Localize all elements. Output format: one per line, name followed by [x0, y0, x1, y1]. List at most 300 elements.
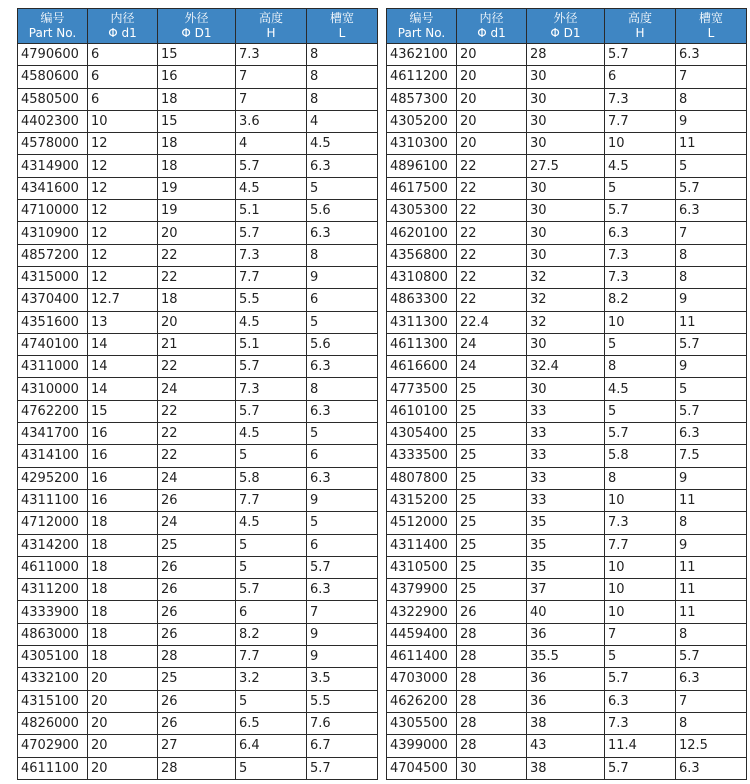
cell-part-no: 4512000 [387, 512, 457, 534]
cell-inner-diameter: 15 [88, 400, 158, 422]
header-outer-diameter: 外径 Φ D1 [158, 9, 236, 44]
table-row [18, 333, 378, 355]
cell-height: 5.7 [605, 44, 676, 66]
cell-part-no: 4356800 [387, 244, 457, 266]
cell-groove-width: 8 [676, 512, 747, 534]
cell-outer-diameter: 22 [158, 400, 236, 422]
cell-groove-width: 5.7 [676, 177, 747, 199]
cell-height: 7.7 [236, 489, 307, 511]
cell-part-no: 4333900 [18, 601, 88, 623]
cell-part-no: 4305300 [387, 200, 457, 222]
cell-height: 5.8 [605, 445, 676, 467]
cell-height: 7 [605, 623, 676, 645]
cell-part-no: 4580500 [18, 88, 88, 110]
cell-part-no: 4310300 [387, 133, 457, 155]
cell-inner-diameter: 22 [457, 266, 527, 288]
cell-part-no: 4341700 [18, 423, 88, 445]
cell-inner-diameter: 14 [88, 378, 158, 400]
table-row [387, 356, 747, 378]
table-row [18, 110, 378, 132]
cell-inner-diameter: 25 [457, 378, 527, 400]
cell-groove-width: 5.7 [676, 400, 747, 422]
table-row [18, 467, 378, 489]
cell-height: 5.1 [236, 200, 307, 222]
cell-height: 7.3 [605, 244, 676, 266]
table-row [387, 333, 747, 355]
cell-inner-diameter: 25 [457, 556, 527, 578]
cell-outer-diameter: 30 [527, 133, 605, 155]
cell-inner-diameter: 22 [457, 244, 527, 266]
table-row [18, 88, 378, 110]
cell-outer-diameter: 33 [527, 467, 605, 489]
cell-groove-width: 6.3 [676, 668, 747, 690]
cell-outer-diameter: 22 [158, 423, 236, 445]
cell-groove-width: 11 [676, 579, 747, 601]
cell-outer-diameter: 26 [158, 556, 236, 578]
cell-height: 4 [236, 133, 307, 155]
table-row [18, 222, 378, 244]
cell-outer-diameter: 30 [527, 66, 605, 88]
table-row [387, 556, 747, 578]
cell-outer-diameter: 32 [527, 289, 605, 311]
cell-inner-diameter: 12 [88, 222, 158, 244]
table-row [387, 378, 747, 400]
cell-height: 4.5 [236, 311, 307, 333]
cell-inner-diameter: 12 [88, 177, 158, 199]
cell-part-no: 4305500 [387, 712, 457, 734]
cell-groove-width: 6.3 [307, 155, 378, 177]
cell-part-no: 4611300 [387, 333, 457, 355]
cell-inner-diameter: 25 [457, 400, 527, 422]
cell-groove-width: 4.5 [307, 133, 378, 155]
header-height: 高度 H [605, 9, 676, 44]
cell-inner-diameter: 16 [88, 445, 158, 467]
header-inner-diameter: 内径 Φ d1 [457, 9, 527, 44]
cell-outer-diameter: 18 [158, 155, 236, 177]
cell-outer-diameter: 20 [158, 222, 236, 244]
cell-height: 8.2 [605, 289, 676, 311]
table-row [387, 133, 747, 155]
header-groove-width: 槽宽 L [307, 9, 378, 44]
cell-height: 5 [236, 534, 307, 556]
cell-part-no: 4399000 [387, 735, 457, 757]
cell-outer-diameter: 18 [158, 133, 236, 155]
cell-groove-width: 7 [307, 601, 378, 623]
cell-height: 10 [605, 489, 676, 511]
cell-outer-diameter: 35.5 [527, 646, 605, 668]
cell-groove-width: 6 [307, 534, 378, 556]
cell-outer-diameter: 30 [527, 333, 605, 355]
cell-height: 5.1 [236, 333, 307, 355]
table-row [387, 155, 747, 177]
cell-part-no: 4710000 [18, 200, 88, 222]
cell-outer-diameter: 40 [527, 601, 605, 623]
cell-outer-diameter: 22 [158, 445, 236, 467]
cell-height: 5 [605, 177, 676, 199]
cell-part-no: 4305100 [18, 646, 88, 668]
cell-outer-diameter: 22 [158, 266, 236, 288]
cell-part-no: 4712000 [18, 512, 88, 534]
cell-height: 7 [236, 66, 307, 88]
cell-height: 4.5 [236, 512, 307, 534]
cell-inner-diameter: 25 [457, 423, 527, 445]
cell-groove-width: 5 [307, 311, 378, 333]
cell-part-no: 4617500 [387, 177, 457, 199]
table-row [387, 66, 747, 88]
cell-groove-width: 11 [676, 311, 747, 333]
cell-groove-width: 8 [307, 244, 378, 266]
cell-groove-width: 5.5 [307, 690, 378, 712]
table-row [18, 512, 378, 534]
table-row [387, 690, 747, 712]
cell-part-no: 4762200 [18, 400, 88, 422]
table-row [18, 244, 378, 266]
table-row [387, 601, 747, 623]
table-row [18, 646, 378, 668]
cell-outer-diameter: 28 [158, 757, 236, 779]
table-row [18, 757, 378, 779]
cell-part-no: 4616600 [387, 356, 457, 378]
cell-outer-diameter: 32 [527, 311, 605, 333]
cell-height: 6.3 [605, 222, 676, 244]
cell-outer-diameter: 21 [158, 333, 236, 355]
cell-inner-diameter: 14 [88, 333, 158, 355]
cell-inner-diameter: 18 [88, 623, 158, 645]
cell-inner-diameter: 18 [88, 534, 158, 556]
cell-outer-diameter: 32.4 [527, 356, 605, 378]
table-row [387, 623, 747, 645]
cell-outer-diameter: 26 [158, 623, 236, 645]
cell-groove-width: 12.5 [676, 735, 747, 757]
cell-part-no: 4580600 [18, 66, 88, 88]
cell-groove-width: 9 [307, 646, 378, 668]
cell-part-no: 4611400 [387, 646, 457, 668]
table-row [18, 266, 378, 288]
cell-outer-diameter: 30 [527, 88, 605, 110]
cell-groove-width: 5 [307, 177, 378, 199]
cell-height: 5.7 [605, 668, 676, 690]
cell-inner-diameter: 12 [88, 200, 158, 222]
table-row [18, 534, 378, 556]
cell-inner-diameter: 10 [88, 110, 158, 132]
cell-groove-width: 7 [676, 66, 747, 88]
cell-part-no: 4362100 [387, 44, 457, 66]
cell-outer-diameter: 15 [158, 110, 236, 132]
cell-part-no: 4863000 [18, 623, 88, 645]
cell-groove-width: 9 [676, 356, 747, 378]
table-row [18, 400, 378, 422]
cell-inner-diameter: 20 [88, 690, 158, 712]
table-row [387, 467, 747, 489]
cell-outer-diameter: 18 [158, 289, 236, 311]
cell-part-no: 4305200 [387, 110, 457, 132]
cell-inner-diameter: 22 [457, 155, 527, 177]
cell-part-no: 4740100 [18, 333, 88, 355]
table-row [18, 378, 378, 400]
cell-outer-diameter: 15 [158, 44, 236, 66]
cell-outer-diameter: 25 [158, 668, 236, 690]
cell-height: 6.4 [236, 735, 307, 757]
cell-inner-diameter: 18 [88, 601, 158, 623]
cell-inner-diameter: 20 [88, 757, 158, 779]
cell-outer-diameter: 26 [158, 601, 236, 623]
cell-inner-diameter: 6 [88, 88, 158, 110]
table-row [387, 88, 747, 110]
cell-height: 5 [236, 556, 307, 578]
table-row [18, 289, 378, 311]
cell-inner-diameter: 20 [88, 668, 158, 690]
cell-height: 8.2 [236, 623, 307, 645]
cell-inner-diameter: 25 [457, 467, 527, 489]
cell-inner-diameter: 28 [457, 623, 527, 645]
cell-part-no: 4310000 [18, 378, 88, 400]
cell-height: 5 [236, 690, 307, 712]
cell-part-no: 4620100 [387, 222, 457, 244]
cell-inner-diameter: 6 [88, 66, 158, 88]
cell-outer-diameter: 35 [527, 534, 605, 556]
table-row [387, 244, 747, 266]
cell-inner-diameter: 30 [457, 757, 527, 779]
cell-inner-diameter: 12 [88, 244, 158, 266]
table-row [18, 177, 378, 199]
cell-height: 11.4 [605, 735, 676, 757]
cell-height: 10 [605, 311, 676, 333]
cell-groove-width: 6.3 [676, 200, 747, 222]
cell-groove-width: 6.3 [307, 356, 378, 378]
cell-height: 7.3 [605, 712, 676, 734]
cell-part-no: 4379900 [387, 579, 457, 601]
cell-height: 6.3 [605, 690, 676, 712]
cell-part-no: 4315100 [18, 690, 88, 712]
cell-part-no: 4863300 [387, 289, 457, 311]
cell-part-no: 4332100 [18, 668, 88, 690]
cell-groove-width: 9 [307, 623, 378, 645]
cell-part-no: 4704500 [387, 757, 457, 779]
cell-height: 7.3 [605, 512, 676, 534]
cell-outer-diameter: 38 [527, 757, 605, 779]
cell-groove-width: 5 [676, 378, 747, 400]
cell-part-no: 4857200 [18, 244, 88, 266]
cell-height: 5 [236, 445, 307, 467]
spec-table-right [386, 8, 747, 780]
cell-groove-width: 8 [307, 66, 378, 88]
cell-part-no: 4610100 [387, 400, 457, 422]
cell-inner-diameter: 28 [457, 735, 527, 757]
cell-inner-diameter: 16 [88, 423, 158, 445]
cell-inner-diameter: 20 [457, 44, 527, 66]
cell-outer-diameter: 35 [527, 556, 605, 578]
cell-height: 4.5 [605, 155, 676, 177]
cell-part-no: 4459400 [387, 623, 457, 645]
cell-height: 7.3 [236, 44, 307, 66]
cell-outer-diameter: 33 [527, 423, 605, 445]
cell-outer-diameter: 16 [158, 66, 236, 88]
cell-height: 10 [605, 556, 676, 578]
cell-part-no: 4611200 [387, 66, 457, 88]
table-row [387, 400, 747, 422]
cell-outer-diameter: 20 [158, 311, 236, 333]
cell-part-no: 4826000 [18, 712, 88, 734]
cell-inner-diameter: 20 [457, 66, 527, 88]
cell-groove-width: 5 [307, 512, 378, 534]
cell-groove-width: 6.3 [307, 400, 378, 422]
table-row [18, 356, 378, 378]
cell-height: 5 [605, 400, 676, 422]
cell-groove-width: 6.3 [307, 579, 378, 601]
cell-outer-diameter: 30 [527, 244, 605, 266]
cell-inner-diameter: 28 [457, 712, 527, 734]
cell-height: 5.7 [236, 400, 307, 422]
cell-part-no: 4310900 [18, 222, 88, 244]
cell-height: 5.7 [605, 757, 676, 779]
cell-inner-diameter: 18 [88, 556, 158, 578]
cell-groove-width: 8 [307, 88, 378, 110]
cell-groove-width: 8 [676, 88, 747, 110]
table-row [18, 66, 378, 88]
cell-inner-diameter: 13 [88, 311, 158, 333]
cell-inner-diameter: 25 [457, 512, 527, 534]
cell-outer-diameter: 32 [527, 266, 605, 288]
cell-inner-diameter: 12 [88, 266, 158, 288]
cell-groove-width: 7.6 [307, 712, 378, 734]
cell-part-no: 4295200 [18, 467, 88, 489]
cell-height: 7.3 [236, 378, 307, 400]
table-row [387, 579, 747, 601]
cell-inner-diameter: 25 [457, 445, 527, 467]
table-row [18, 712, 378, 734]
table-row [18, 735, 378, 757]
cell-height: 10 [605, 133, 676, 155]
cell-part-no: 4341600 [18, 177, 88, 199]
table-row [387, 44, 747, 66]
cell-height: 6 [236, 601, 307, 623]
cell-outer-diameter: 26 [158, 690, 236, 712]
cell-part-no: 4807800 [387, 467, 457, 489]
table-row [387, 423, 747, 445]
table-row [18, 623, 378, 645]
cell-height: 4.5 [236, 177, 307, 199]
spec-table-left [17, 8, 378, 780]
cell-outer-diameter: 22 [158, 244, 236, 266]
header-inner-diameter: 内径 Φ d1 [88, 9, 158, 44]
cell-part-no: 4351600 [18, 311, 88, 333]
table-row [387, 222, 747, 244]
cell-outer-diameter: 24 [158, 467, 236, 489]
cell-outer-diameter: 26 [158, 712, 236, 734]
cell-groove-width: 5.7 [307, 757, 378, 779]
cell-part-no: 4311100 [18, 489, 88, 511]
cell-groove-width: 6 [307, 289, 378, 311]
cell-part-no: 4790600 [18, 44, 88, 66]
cell-groove-width: 5 [676, 155, 747, 177]
table-row [387, 512, 747, 534]
cell-groove-width: 9 [676, 289, 747, 311]
cell-part-no: 4626200 [387, 690, 457, 712]
cell-height: 5.7 [605, 423, 676, 445]
cell-height: 5.7 [605, 200, 676, 222]
cell-height: 5 [605, 646, 676, 668]
cell-part-no: 4311400 [387, 534, 457, 556]
cell-groove-width: 9 [307, 266, 378, 288]
table-row [387, 489, 747, 511]
cell-inner-diameter: 12 [88, 133, 158, 155]
cell-height: 7.7 [236, 646, 307, 668]
table-row [18, 489, 378, 511]
header-groove-width: 槽宽 L [676, 9, 747, 44]
header-part-no: 编号 Part No. [18, 9, 88, 44]
cell-groove-width: 8 [676, 623, 747, 645]
cell-part-no: 4315000 [18, 266, 88, 288]
cell-height: 10 [605, 579, 676, 601]
cell-part-no: 4315200 [387, 489, 457, 511]
table-row [18, 155, 378, 177]
table-row [387, 177, 747, 199]
cell-part-no: 4578000 [18, 133, 88, 155]
table-row [387, 735, 747, 757]
cell-outer-diameter: 28 [158, 646, 236, 668]
cell-outer-diameter: 24 [158, 378, 236, 400]
header-row [387, 9, 747, 44]
cell-groove-width: 3.5 [307, 668, 378, 690]
header-row [18, 9, 378, 44]
cell-groove-width: 7 [676, 690, 747, 712]
cell-groove-width: 6.3 [676, 423, 747, 445]
table-row [18, 44, 378, 66]
cell-inner-diameter: 25 [457, 534, 527, 556]
cell-groove-width: 6.7 [307, 735, 378, 757]
cell-outer-diameter: 26 [158, 489, 236, 511]
cell-part-no: 4310800 [387, 266, 457, 288]
cell-part-no: 4370400 [18, 289, 88, 311]
cell-groove-width: 7 [676, 222, 747, 244]
cell-height: 7.7 [605, 110, 676, 132]
table-row [18, 579, 378, 601]
cell-groove-width: 5.6 [307, 200, 378, 222]
cell-outer-diameter: 33 [527, 400, 605, 422]
cell-outer-diameter: 27 [158, 735, 236, 757]
cell-groove-width: 11 [676, 601, 747, 623]
cell-height: 7.7 [236, 266, 307, 288]
table-row [18, 311, 378, 333]
cell-groove-width: 6.3 [307, 222, 378, 244]
cell-groove-width: 11 [676, 133, 747, 155]
cell-groove-width: 8 [307, 44, 378, 66]
cell-outer-diameter: 43 [527, 735, 605, 757]
cell-height: 4.5 [605, 378, 676, 400]
cell-part-no: 4611000 [18, 556, 88, 578]
cell-part-no: 4311300 [387, 311, 457, 333]
cell-part-no: 4857300 [387, 88, 457, 110]
cell-inner-diameter: 18 [88, 646, 158, 668]
cell-height: 5.7 [236, 222, 307, 244]
cell-height: 6 [605, 66, 676, 88]
cell-part-no: 4333500 [387, 445, 457, 467]
cell-part-no: 4702900 [18, 735, 88, 757]
cell-groove-width: 7.5 [676, 445, 747, 467]
table-row [387, 668, 747, 690]
cell-height: 7.7 [605, 534, 676, 556]
cell-inner-diameter: 24 [457, 356, 527, 378]
cell-inner-diameter: 22 [457, 200, 527, 222]
cell-height: 3.6 [236, 110, 307, 132]
cell-inner-diameter: 16 [88, 467, 158, 489]
table-row [18, 133, 378, 155]
cell-outer-diameter: 30 [527, 110, 605, 132]
cell-inner-diameter: 26 [457, 601, 527, 623]
cell-height: 5.5 [236, 289, 307, 311]
cell-outer-diameter: 36 [527, 623, 605, 645]
cell-groove-width: 11 [676, 556, 747, 578]
